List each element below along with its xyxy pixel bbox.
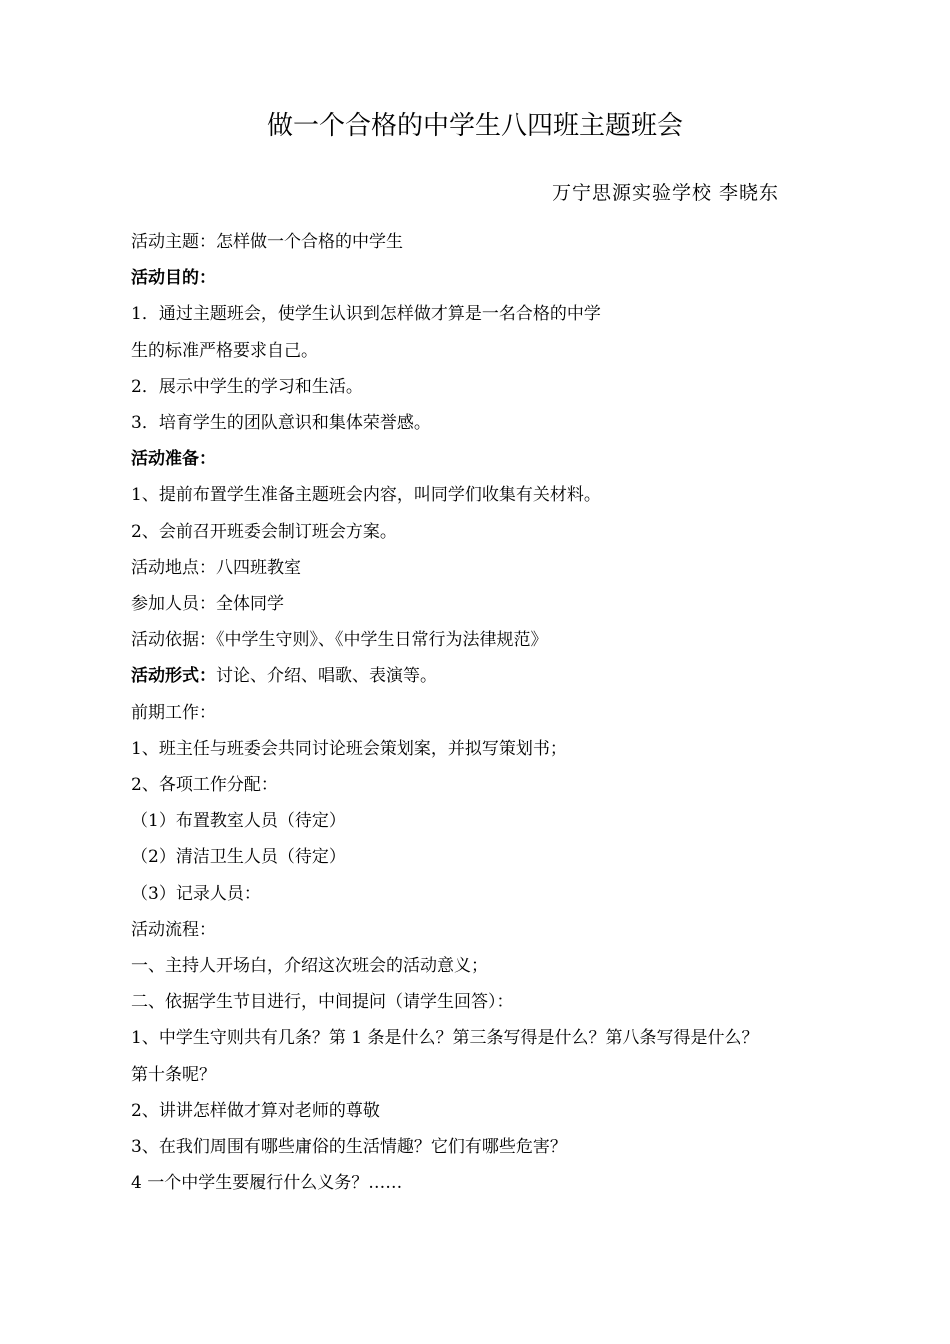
preparation-heading: 活动准备： — [131, 449, 216, 470]
question-4: 4 一个中学生要履行什么义务？…… — [131, 1173, 403, 1194]
activity-basis: 活动依据：《中学生守则》、《中学生日常行为法律规范》 — [131, 630, 548, 651]
purpose-item-1-cont: 生的标准严格要求自己。 — [131, 340, 318, 361]
purpose-heading: 活动目的： — [131, 268, 216, 289]
assignment-1: （1）布置教室人员（待定） — [131, 811, 346, 832]
purpose-item-1: 1．通过主题班会，使学生认识到怎样做才算是一名合格的中学 — [131, 304, 601, 325]
document-title: 做一个合格的中学生八四班主题班会 — [266, 111, 683, 141]
purpose-item-2: 2．展示中学生的学习和生活。 — [131, 376, 363, 397]
question-3: 3、在我们周围有哪些庸俗的生活情趣？它们有哪些危害？ — [131, 1137, 567, 1158]
flow-item-2: 二、依据学生节目进行，中间提问（请学生回答）： — [131, 992, 514, 1013]
author-line: 万宁思源实验学校 李晓东 — [552, 182, 780, 204]
activity-place: 活动地点：八四班教室 — [131, 557, 301, 578]
preparation-item-2: 2、会前召开班委会制订班会方案。 — [131, 521, 397, 542]
question-2: 2、讲讲怎样做才算对老师的尊敬 — [131, 1100, 380, 1121]
form-heading: 活动形式： — [131, 666, 216, 687]
form-value: 讨论、介绍、唱歌、表演等。 — [216, 666, 437, 687]
participants: 参加人员：全体同学 — [131, 594, 284, 615]
assignment-2: （2）清洁卫生人员（待定） — [131, 847, 346, 868]
question-1-cont: 第十条呢？ — [131, 1064, 216, 1085]
preparation-item-1: 1、提前布置学生准备主题班会内容，叫同学们收集有关材料。 — [131, 485, 601, 506]
early-work-item-2: 2、各项工作分配： — [131, 775, 278, 796]
purpose-item-3: 3．培育学生的团队意识和集体荣誉感。 — [131, 413, 431, 434]
question-1: 1、中学生守则共有几条？第 1 条是什么？第三条写得是什么？第八条写得是什么？ — [131, 1028, 759, 1049]
early-work-heading: 前期工作： — [131, 702, 216, 723]
activity-form — [131, 658, 831, 694]
flow-heading: 活动流程： — [131, 919, 216, 940]
activity-theme: 活动主题：怎样做一个合格的中学生 — [131, 232, 403, 252]
flow-item-1: 一、主持人开场白，介绍这次班会的活动意义； — [131, 956, 488, 977]
document-body — [131, 224, 831, 1201]
assignment-3: （3）记录人员： — [131, 883, 261, 904]
early-work-item-1: 1、班主任与班委会共同讨论班会策划案，并拟写策划书； — [131, 738, 567, 759]
